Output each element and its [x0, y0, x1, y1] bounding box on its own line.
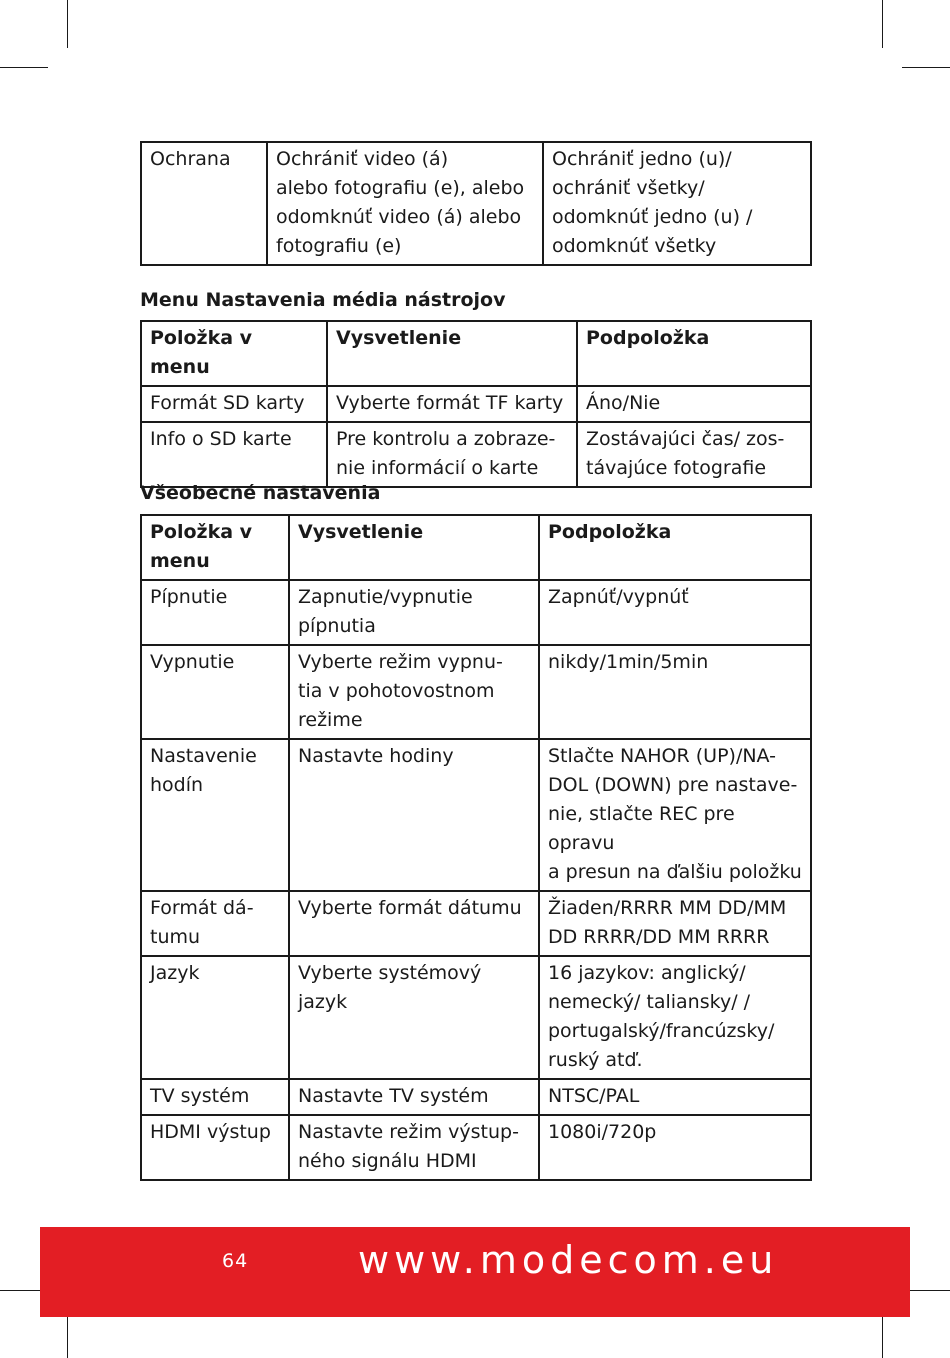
- table-cell: 1080i/720p: [539, 1115, 811, 1180]
- table-cell: Jazyk: [141, 956, 289, 1079]
- table-cell: Žiaden/RRRR MM DD/MM DD RRRR/DD MM RRRR: [539, 891, 811, 956]
- table-cell: Stlačte NAHOR (UP)/NA- DOL (DOWN) pre nastave- nie, stlačte REC pre opravu a presun na ďalšiu položku: [539, 739, 811, 891]
- table-cell: TV systém: [141, 1079, 289, 1115]
- table-cell: Vyberte formát dátumu: [289, 891, 539, 956]
- media-settings-table: [140, 320, 812, 488]
- table-cell: Formát dá- tumu: [141, 891, 289, 956]
- section-title-general: Všeobecné nastavenia: [140, 482, 381, 504]
- table-cell: HDMI výstup: [141, 1115, 289, 1180]
- table-cell: Pípnutie: [141, 580, 289, 645]
- table-cell: nikdy/1min/5min: [539, 645, 811, 739]
- footer-bar: [40, 1227, 910, 1317]
- column-header: Podpoložka: [577, 321, 811, 386]
- table-row: [141, 422, 811, 487]
- table-cell: Vyberte systémový jazyk: [289, 956, 539, 1079]
- table-row: [141, 580, 811, 645]
- crop-mark: [902, 67, 950, 68]
- table-cell: Nastavte TV systém: [289, 1079, 539, 1115]
- table-row: [141, 142, 811, 265]
- table-cell: Vyberte režim vypnu- tia v pohotovostnom režime: [289, 645, 539, 739]
- table-row: [141, 956, 811, 1079]
- table-cell: Zapnúť/vypnúť: [539, 580, 811, 645]
- general-settings-table: [140, 514, 812, 1181]
- website-url: www.modecom.eu: [358, 1238, 779, 1282]
- table-cell: Vypnutie: [141, 645, 289, 739]
- table-cell: Info o SD karte: [141, 422, 327, 487]
- table-cell: Áno/Nie: [577, 386, 811, 422]
- column-header: Položka v menu: [141, 321, 327, 386]
- protection-table: [140, 141, 812, 266]
- table-cell: Ochrániť jedno (u)/ ochrániť všetky/ odomknúť jedno (u) / odomknúť všetky: [543, 142, 811, 265]
- crop-mark: [0, 67, 48, 68]
- table-cell: 16 jazykov: anglický/ nemecký/ taliansky/ / portugalský/francúzsky/ ruský atď.: [539, 956, 811, 1079]
- table-cell: Ochrániť video (á) alebo fotografiu (e), alebo odomknúť video (á) alebo fotografiu (e): [267, 142, 543, 265]
- table-cell: Nastavte režim výstup- ného signálu HDMI: [289, 1115, 539, 1180]
- table-row: [141, 645, 811, 739]
- crop-mark: [67, 1310, 68, 1358]
- page-number: 64: [222, 1250, 249, 1272]
- table-cell: Pre kontrolu a zobraze- nie informácií o karte: [327, 422, 577, 487]
- table-cell: Zostávajúci čas/ zos- távajúce fotografie: [577, 422, 811, 487]
- column-header: Položka v menu: [141, 515, 289, 580]
- table-cell: Vyberte formát TF karty: [327, 386, 577, 422]
- table-row: [141, 1079, 811, 1115]
- table-row: [141, 1115, 811, 1180]
- table-cell: Formát SD karty: [141, 386, 327, 422]
- crop-mark: [67, 0, 68, 48]
- table-row: [141, 386, 811, 422]
- column-header: Podpoložka: [539, 515, 811, 580]
- table-cell: Ochrana: [141, 142, 267, 265]
- table-row: [141, 891, 811, 956]
- table-header-row: [141, 515, 811, 580]
- section-title-media: Menu Nastavenia média nástrojov: [140, 289, 506, 311]
- table-cell: NTSC/PAL: [539, 1079, 811, 1115]
- crop-mark: [882, 0, 883, 48]
- crop-mark: [882, 1310, 883, 1358]
- table-cell: Nastavte hodiny: [289, 739, 539, 891]
- table-cell: Nastavenie hodín: [141, 739, 289, 891]
- table-row: [141, 739, 811, 891]
- table-cell: Zapnutie/vypnutie pípnutia: [289, 580, 539, 645]
- column-header: Vysvetlenie: [327, 321, 577, 386]
- table-header-row: [141, 321, 811, 386]
- column-header: Vysvetlenie: [289, 515, 539, 580]
